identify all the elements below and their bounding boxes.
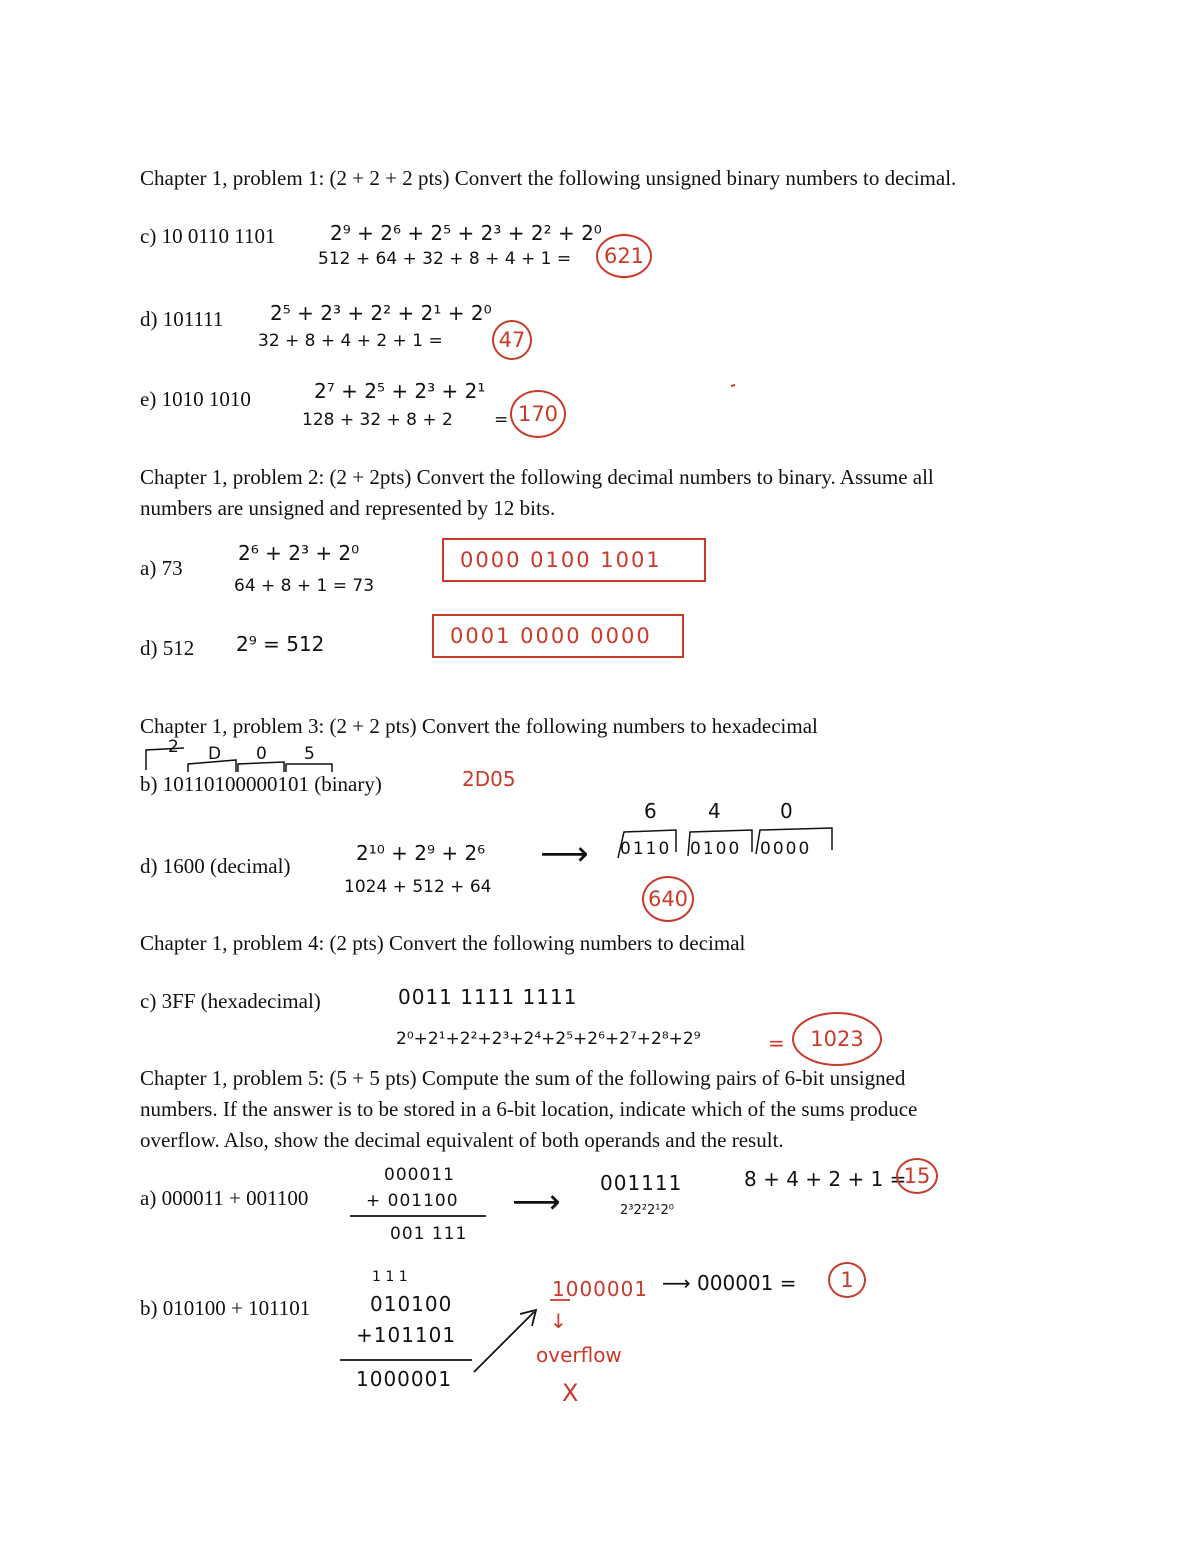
p4-c-answer-circle: 1023 [792,1012,882,1066]
p3-d-arrow: ⟶ [540,834,589,874]
p5-a-top-operand: 000011 [384,1165,455,1185]
p5-a-arrow: ⟶ [512,1182,561,1222]
p3-d-hex-digit-3: 0 [780,799,793,823]
p1-e-powers: 2⁷ + 2⁵ + 2³ + 2¹ [314,379,486,403]
p5-a-answer-circle: 15 [896,1158,938,1194]
p5-a-result-powers: 2³2²2¹2⁰ [620,1203,674,1218]
p3-b-bracket-2 [188,760,236,772]
p5-b-second-operand: +101101 [356,1323,457,1347]
p3-d-binary-group-3: 0000 [760,839,812,859]
p5-b-x-mark: X [562,1379,579,1407]
p3-d-label: d) 1600 (decimal) [140,854,291,878]
p2-d-answer-box: 0001 0000 0000 [432,614,684,658]
p3-b-hex-digit-3: 0 [256,744,267,764]
problem4-heading: Chapter 1, problem 4: (2 pts) Convert the following numbers to decimal [140,931,746,955]
p3-d-binary-group-2: 0100 [690,839,742,859]
p3-d-powers: 2¹⁰ + 2⁹ + 2⁶ [356,841,486,865]
problem2-heading-line1: Chapter 1, problem 2: (2 + 2pts) Convert the following decimal numbers to binary. Assume all [140,465,934,489]
p3-b-answer: 2D05 [462,767,516,791]
p3-d-hex-digit-2: 4 [708,799,721,823]
p4-c-binary: 0011 1111 1111 [398,985,578,1009]
p5-b-result: 1000001 [552,1277,649,1301]
p3-b-hex-digit-2: D [208,744,222,764]
p3-d-answer-circle: 640 [642,876,694,922]
p5-a-sum: 001 111 [390,1224,468,1244]
p5-a-result: 001111 [600,1171,683,1195]
problem3-heading: Chapter 1, problem 3: (2 + 2 pts) Convert the following numbers to hexadecimal [140,714,818,738]
p5-b-top-operand: 010100 [370,1292,453,1316]
p3-d-bracket-2 [688,830,752,856]
p1-c-answer-circle: 621 [596,234,652,278]
problem2-heading-line2: numbers are unsigned and represented by 12 bits. [140,496,556,520]
p3-d-bracket-1 [618,830,676,858]
p2-a-values: 64 + 8 + 1 = 73 [234,576,375,596]
p3-b-hex-digit-4: 5 [304,744,315,764]
p2-a-powers: 2⁶ + 2³ + 2⁰ [238,541,360,565]
p5-b-sum: 1000001 [356,1367,453,1391]
p5-b-truncated: ⟶ 000001 = [662,1271,797,1295]
p5-b-label: b) 010100 + 101101 [140,1296,311,1320]
p2-d-label: d) 512 [140,636,195,660]
p5-b-overflow-label: overflow [536,1343,622,1367]
p2-d-work: 2⁹ = 512 [236,632,325,656]
p1-d-label: d) 101111 [140,307,224,331]
problem5-heading-line1: Chapter 1, problem 5: (5 + 5 pts) Compute the sum of the following pairs of 6-bit unsigned [140,1066,906,1090]
p5-b-carries: 1 1 1 [372,1269,408,1285]
p3-d-hex-digit-1: 6 [644,799,657,823]
p5-a-label: a) 000011 + 001100 [140,1186,309,1210]
p2-a-label: a) 73 [140,556,183,580]
problem1-heading: Chapter 1, problem 1: (2 + 2 + 2 pts) Convert the following unsigned binary numbers to decimal. [140,166,957,190]
p1-e-label: e) 1010 1010 [140,387,251,411]
p4-c-powers: 2⁰+2¹+2²+2³+2⁴+2⁵+2⁶+2⁷+2⁸+2⁹ [396,1029,701,1049]
problem5-heading-line2: numbers. If the answer is to be stored in a 6-bit location, indicate which of the sums produce [140,1097,918,1121]
p1-e-values: 128 + 32 + 8 + 2 [302,410,453,430]
p5-b-answer-circle: 1 [828,1262,866,1298]
p5-a-decimal: 8 + 4 + 2 + 1 = [744,1167,907,1191]
stray-mark [731,385,735,386]
p5-b-diagonal-arrow [474,1312,534,1372]
p1-d-values: 32 + 8 + 4 + 2 + 1 = [258,331,443,351]
p5-a-second-operand: + 001100 [366,1191,459,1211]
p3-b-bracket-3 [238,762,284,772]
p1-e-equals: = [494,410,509,430]
p5-b-down-arrow: ↓ [550,1309,567,1333]
p3-b-bracket-1 [146,748,184,770]
p2-a-answer-box: 0000 0100 1001 [442,538,706,582]
p1-c-label: c) 10 0110 1101 [140,224,276,248]
problem5-heading-line3: overflow. Also, show the decimal equivalent of both operands and the result. [140,1128,784,1152]
p1-d-answer-circle: 47 [492,320,532,360]
p4-c-label: c) 3FF (hexadecimal) [140,989,321,1013]
p3-d-bracket-3 [756,828,832,854]
p1-e-answer-circle: 170 [510,390,566,438]
p1-c-values: 512 + 64 + 32 + 8 + 4 + 1 = [318,249,572,269]
p1-d-powers: 2⁵ + 2³ + 2² + 2¹ + 2⁰ [270,301,492,325]
p3-b-label: b) 10110100000101 (binary) [140,772,382,796]
p3-d-values: 1024 + 512 + 64 [344,877,492,897]
p3-b-bracket-4 [286,764,332,772]
p1-c-powers: 2⁹ + 2⁶ + 2⁵ + 2³ + 2² + 2⁰ [330,221,602,245]
p3-d-binary-group-1: 0110 [620,839,672,859]
p4-c-equals: = [768,1031,785,1055]
p3-b-hex-digit-1: 2 [168,737,179,757]
